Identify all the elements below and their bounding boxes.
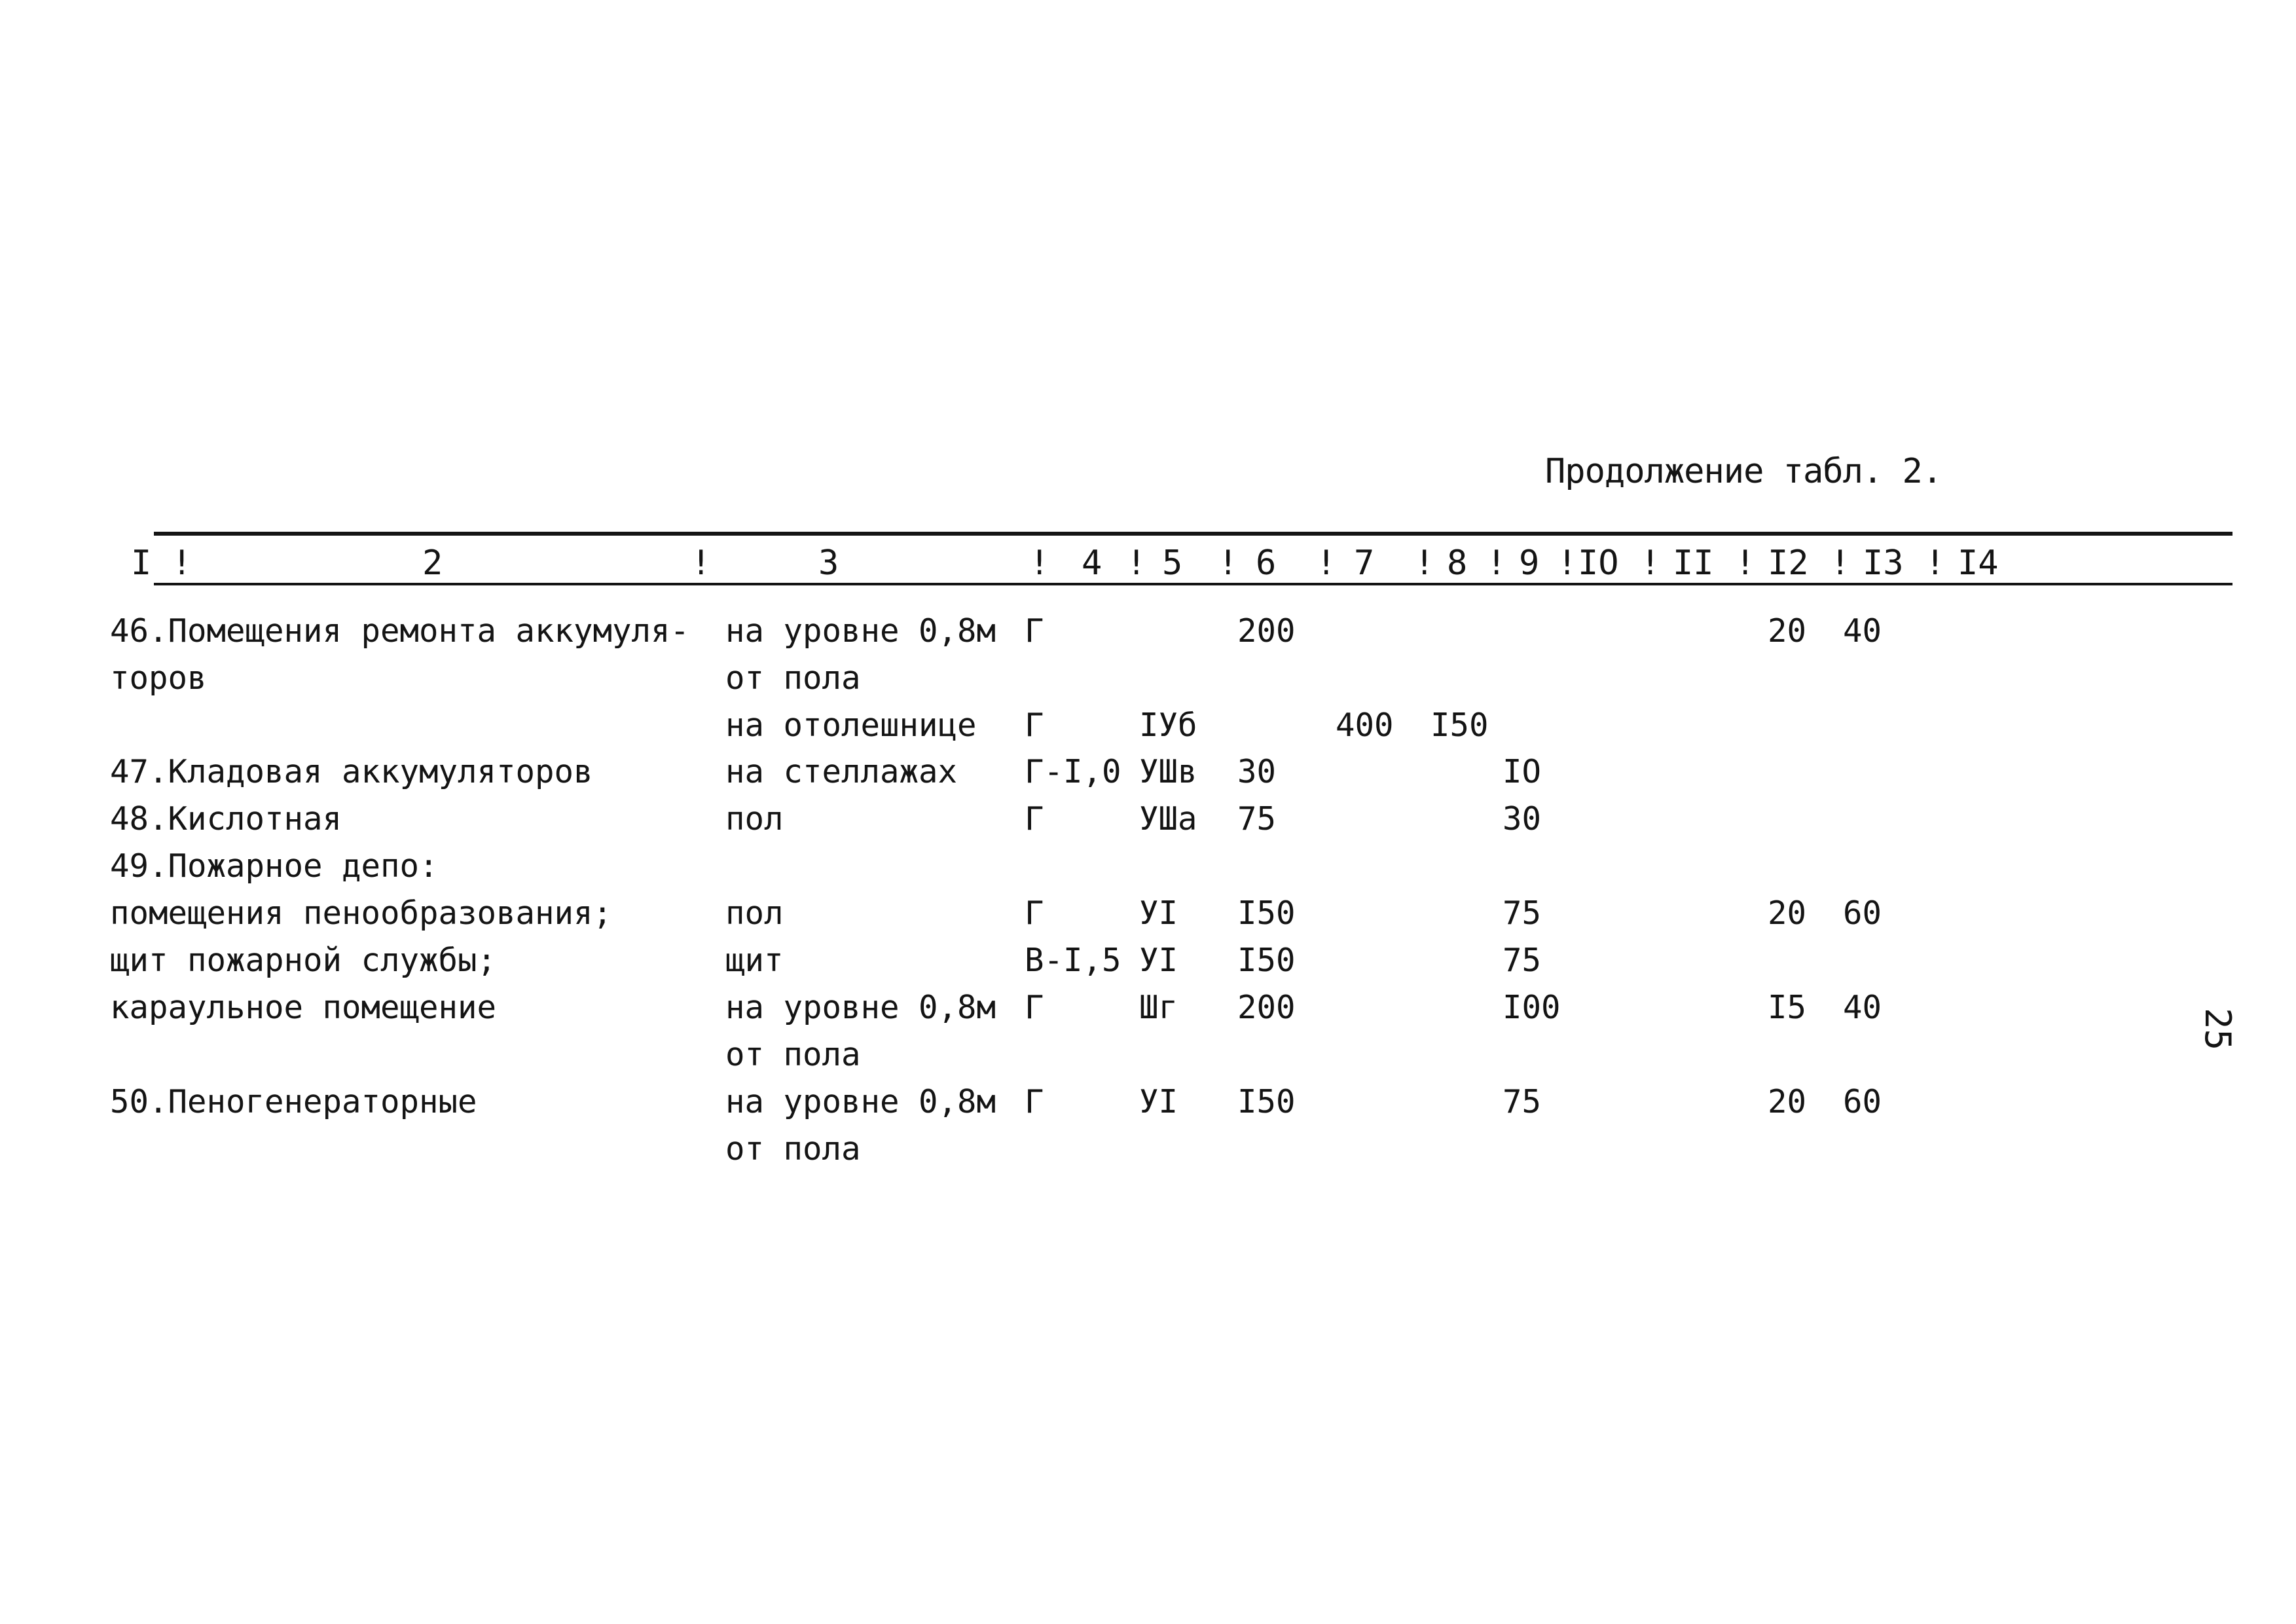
header-col-1: I [131, 544, 152, 583]
table-cell-3: на уровне 0,8м [725, 989, 996, 1026]
header-separator: ! [1557, 544, 1578, 583]
header-col-6: 6 [1256, 544, 1277, 583]
table-cell-12: 20 [1768, 895, 1807, 932]
table-cell-3: на стеллажах [725, 753, 958, 790]
table-cell-2: 48.Кислотная [110, 800, 342, 838]
table-row [0, 1083, 2296, 1125]
table-cell-5: УШв [1139, 753, 1197, 790]
table-cell-2: торов [110, 659, 207, 697]
table-cell-4: Г [1025, 895, 1044, 932]
table-cell-5: УШа [1139, 800, 1197, 838]
table-cell-4: Г [1025, 612, 1044, 650]
table-cell-7: 400 [1336, 707, 1394, 744]
table-cell-9: IO [1503, 753, 1542, 790]
table-cell-6: 30 [1237, 753, 1277, 790]
table-row [0, 800, 2296, 842]
table-cell-5: Шг [1139, 989, 1178, 1026]
table-cell-3: на уровне 0,8м [725, 1083, 996, 1120]
table-cell-6: 200 [1237, 989, 1296, 1026]
table-cell-4: Г [1025, 707, 1044, 744]
table-row [0, 659, 2296, 701]
table-cell-12: I5 [1768, 989, 1807, 1026]
table-cell-4: Г [1025, 1083, 1044, 1120]
header-separator: ! [1414, 544, 1435, 583]
table-cell-3: от пола [725, 1036, 861, 1073]
table-top-rule [154, 532, 2232, 536]
table-cell-13: 40 [1843, 612, 1882, 650]
header-col-13: I3 [1863, 544, 1904, 583]
table-cell-4: Г [1025, 800, 1044, 838]
table-cell-2: помещения пенообразования; [110, 895, 613, 932]
header-col-5: 5 [1162, 544, 1183, 583]
table-row [0, 847, 2296, 889]
header-separator: ! [172, 544, 192, 583]
table-cell-5: УI [1139, 895, 1178, 932]
table-row [0, 753, 2296, 795]
header-separator: ! [1218, 544, 1239, 583]
table-cell-5: УI [1139, 1083, 1178, 1120]
table-cell-8: I50 [1430, 707, 1489, 744]
header-separator: ! [1640, 544, 1661, 583]
table-cell-6: 200 [1237, 612, 1296, 650]
table-cell-3: щит [725, 942, 784, 979]
table-cell-9: 30 [1503, 800, 1542, 838]
header-col-11: II [1673, 544, 1714, 583]
table-cell-6: 75 [1237, 800, 1277, 838]
header-separator: ! [1126, 544, 1147, 583]
header-col-3: 3 [818, 544, 839, 583]
table-cell-9: 75 [1503, 895, 1542, 932]
table-cell-3: пол [725, 800, 784, 838]
header-col-8: 8 [1447, 544, 1468, 583]
table-cell-2: 50.Пеногенераторные [110, 1083, 477, 1120]
table-cell-2: 49.Пожарное депо: [110, 847, 439, 885]
page-number: 25 [2197, 1007, 2239, 1051]
table-cell-13: 60 [1843, 1083, 1882, 1120]
table-cell-4: Г [1025, 989, 1044, 1026]
table-cell-5: УI [1139, 942, 1178, 979]
table-cell-3: от пола [725, 1130, 861, 1168]
table-cell-9: 75 [1503, 1083, 1542, 1120]
header-col-14: I4 [1958, 544, 1999, 583]
header-col-12: I2 [1768, 544, 1809, 583]
table-cell-5: IУб [1139, 707, 1197, 744]
header-separator: ! [691, 544, 712, 583]
table-cell-3: на отолешнице [725, 707, 977, 744]
table-header-row [0, 544, 2296, 583]
table-cell-3: от пола [725, 659, 861, 697]
header-col-2: 2 [422, 544, 443, 583]
table-cell-3: пол [725, 895, 784, 932]
header-separator: ! [1735, 544, 1756, 583]
header-col-9: 9 [1519, 544, 1540, 583]
table-row [0, 707, 2296, 748]
header-separator: ! [1486, 544, 1507, 583]
table-cell-6: I50 [1237, 942, 1296, 979]
table-cell-2: щит пожарной службы; [110, 942, 497, 979]
table-cell-13: 60 [1843, 895, 1882, 932]
table-row [0, 612, 2296, 654]
table-cell-12: 20 [1768, 1083, 1807, 1120]
table-caption: Продолжение табл. 2. [1545, 452, 1942, 491]
table-header-rule [154, 583, 2232, 585]
table-row [0, 989, 2296, 1031]
table-cell-4: Г-I,0 [1025, 753, 1121, 790]
header-col-10: IO [1578, 544, 1619, 583]
table-row [0, 1036, 2296, 1078]
table-cell-6: I50 [1237, 895, 1296, 932]
table-cell-2: караульное помещение [110, 989, 497, 1026]
table-cell-3: на уровне 0,8м [725, 612, 996, 650]
table-cell-12: 20 [1768, 612, 1807, 650]
header-separator: ! [1029, 544, 1050, 583]
header-col-4: 4 [1082, 544, 1102, 583]
header-separator: ! [1830, 544, 1851, 583]
table-cell-9: I00 [1503, 989, 1561, 1026]
table-cell-2: 46.Помещения ремонта аккумуля- [110, 612, 690, 650]
header-col-7: 7 [1354, 544, 1375, 583]
header-separator: ! [1316, 544, 1337, 583]
table-cell-2: 47.Кладовая аккумуляторов [110, 753, 593, 790]
table-row [0, 895, 2296, 936]
table-cell-9: 75 [1503, 942, 1542, 979]
header-separator: ! [1925, 544, 1946, 583]
table-cell-4: В-I,5 [1025, 942, 1121, 979]
table-cell-13: 40 [1843, 989, 1882, 1026]
table-cell-6: I50 [1237, 1083, 1296, 1120]
table-row [0, 1130, 2296, 1172]
table-row [0, 942, 2296, 984]
